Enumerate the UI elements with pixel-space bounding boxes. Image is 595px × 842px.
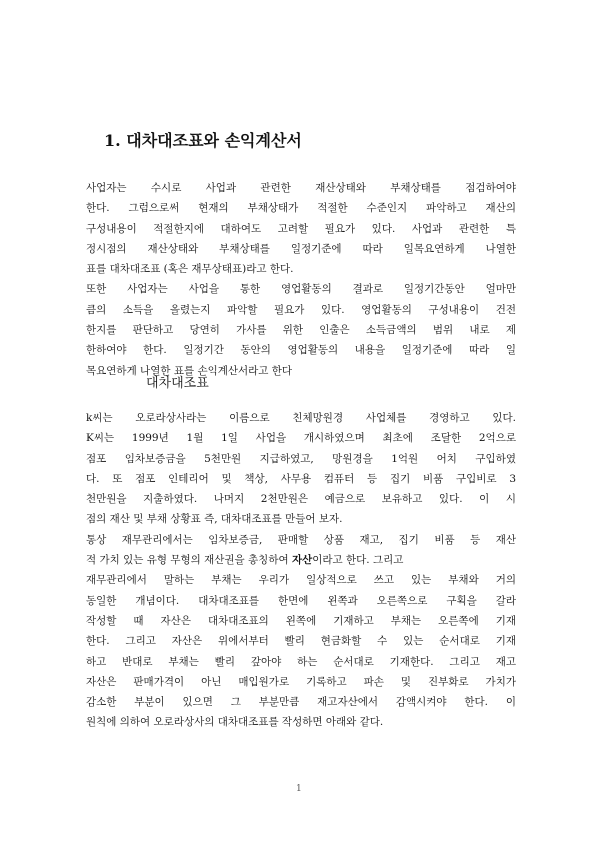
body-line: 자산은 판매가격이 아닌 매입원가로 기록하고 파손 및 진부화로 가치가 bbox=[86, 675, 516, 688]
body-line: k씨는 오로라상사라는 이름으로 친체망원경 사업체를 경영하고 있다. bbox=[86, 412, 516, 424]
body-line: 천만원을 지출하였다. 나머지 2천만원은 예금으로 보유하고 있다. 이 시 bbox=[86, 493, 516, 506]
intro-line: 정시점의 재산상태와 부채상태를 일정기준에 따라 일목요연하게 나열한 bbox=[86, 242, 516, 255]
body-line: 점포 임차보증금을 5천만원 지급하였고, 망원경을 1억원 어치 구입하였 bbox=[86, 452, 516, 465]
body-line: 다. 또 점포 인테리어 및 책상, 사무용 컴퓨터 등 집기 비품 구입비로 3 bbox=[86, 472, 516, 485]
intro-line: 큼의 소득을 올렸는지 파악할 필요가 있다. 영업활동의 구성내용이 건전 bbox=[86, 303, 516, 316]
body-line: 통상 재무관리에서는 임차보증금, 판매할 상품 재고, 집기 비품 등 재산 bbox=[86, 533, 516, 546]
body-line: 감소한 부분이 있으면 그 부분만큼 재고자산에서 감액시켜야 한다. 이 bbox=[86, 696, 516, 709]
intro-line: 또한 사업자는 사업을 통한 영업활동의 결과로 일정기간동안 얼마만 bbox=[86, 283, 516, 296]
intro-line: 한다. 그럼으로써 현재의 부채상태가 적절한 수준인지 파악하고 재산의 bbox=[86, 202, 516, 215]
body-paragraphs bbox=[86, 408, 516, 733]
page-number: 1 bbox=[296, 784, 302, 794]
intro-line: 목요연하게 나열한 표를 손익계산서라고 한다 bbox=[86, 364, 293, 377]
body-line: 작성할 때 자산은 대차대조표의 왼쪽에 기재하고 부채는 오른쪽에 기재 bbox=[86, 614, 516, 627]
emphasis-word: 자산 bbox=[291, 554, 313, 567]
intro-paragraphs bbox=[86, 178, 516, 381]
intro-line: 한지를 판단하고 당연히 가사를 위한 인출은 소득금액의 범위 내로 제 bbox=[86, 324, 516, 337]
body-line: 한다. 그리고 자산은 위에서부터 빨리 현금화할 수 있는 순서대로 기재 bbox=[86, 635, 516, 648]
intro-line: 구성내용이 적절한지에 대하여도 고려할 필요가 있다. 사업과 관련한 특 bbox=[86, 222, 516, 235]
body-line: 하고 반대로 부채는 빨리 갚아야 하는 순서대로 기재한다. 그리고 재고 bbox=[86, 655, 516, 668]
body-line: K씨는 1999년 1월 1일 사업을 개시하였으며 최초에 조달한 2억으로 bbox=[86, 432, 516, 445]
body-line-end: 이라고 한다. 그리고 bbox=[312, 554, 404, 567]
body-line: 점의 재산 및 부채 상황표 즉, 대차대조표를 만들어 보자. bbox=[86, 513, 343, 526]
body-line: 원칙에 의하여 오로라상사의 대차대조표를 작성하면 아래와 같다. bbox=[86, 716, 384, 729]
body-line: 동일한 개념이다. 대차대조표를 한면에 왼쪽과 오른쪽으로 구획을 갈라 bbox=[86, 594, 516, 607]
body-line-start: 적 가치 있는 유형 무형의 재산권을 총칭하여 bbox=[86, 554, 292, 567]
intro-line: 사업자는 수시로 사업과 관련한 재산상태와 부채상태를 점검하여야 bbox=[86, 182, 516, 194]
body-line-emphasis bbox=[86, 550, 516, 570]
subheading: 대차대조표 bbox=[146, 376, 209, 391]
intro-line: 표를 대차대조표 (혹은 재무상태표)라고 한다. bbox=[86, 263, 294, 276]
intro-line: 한하여야 한다. 일정기간 동안의 영업활동의 내용을 일정기준에 따라 일 bbox=[86, 344, 516, 357]
section-heading: 1. 대차대조표와 손익계산서 bbox=[104, 131, 302, 150]
body-line: 재무관리에서 말하는 부채는 우리가 일상적으로 쓰고 있는 부채와 거의 bbox=[86, 574, 516, 587]
